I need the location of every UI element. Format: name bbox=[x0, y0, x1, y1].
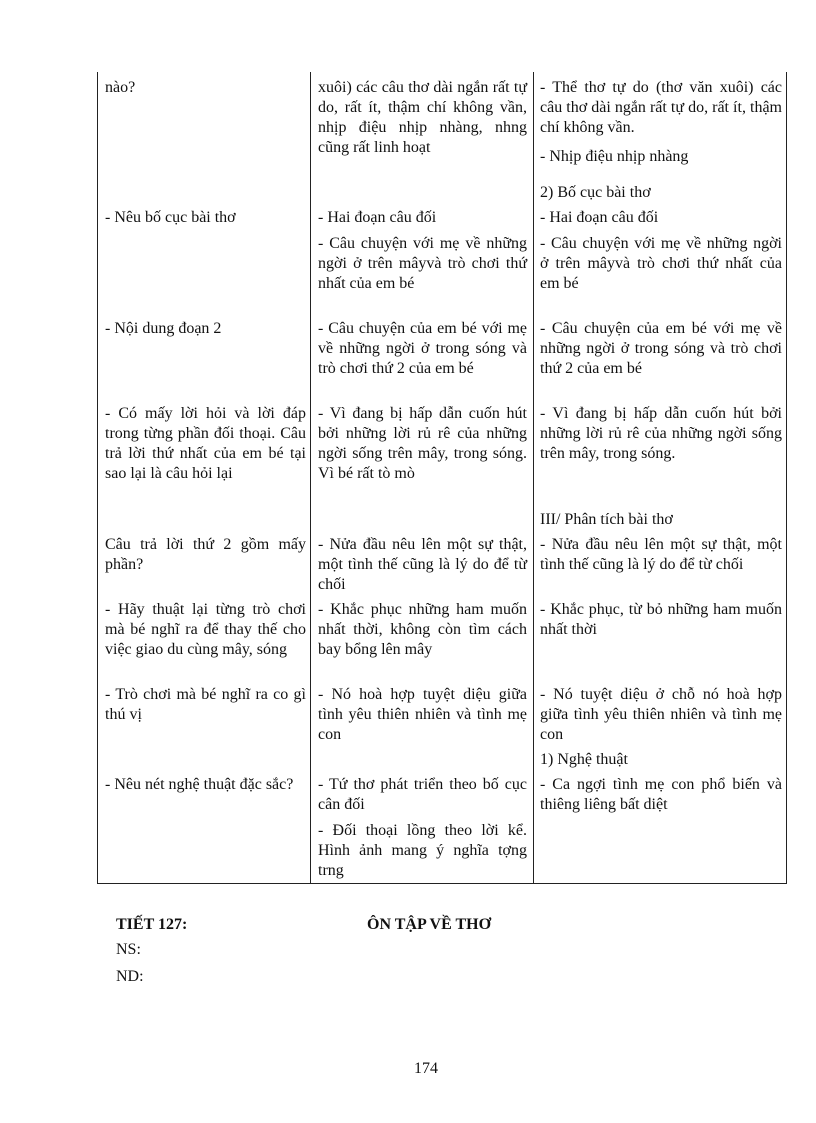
row3-question: - Có mấy lời hỏi và lời đáp trong từng phần đối thoại. Câu trả lời thứ nhất của em bé tại sao lại là câu hỏi lại bbox=[105, 405, 306, 482]
row6-answer: - Nó hoà hợp tuyệt diệu giữa tình yêu thiên nhiên và tình mẹ con bbox=[318, 686, 527, 743]
row0-note-1: - Thể thơ tự do (thơ văn xuôi) các câu thơ dài ngắn rất tự do, rất ít, thậm chí không vần. bbox=[540, 79, 782, 136]
ns-label: NS: bbox=[116, 941, 141, 958]
row4-answer: - Nửa đầu nêu lên một sự thật, một tình thế cũng là lý do để từ chối bbox=[318, 536, 527, 593]
row3-answer: - Vì đang bị hấp dẫn cuốn hút bởi những lời rủ rê của những ngời sống trên mây, trong sóng. Vì bé rất tò mò bbox=[318, 405, 527, 482]
row1-answer-2: - Câu chuyện với mẹ về những ngời ở trên mâyvà trò chơi thứ nhất của em bé bbox=[318, 235, 527, 292]
lesson-table bbox=[97, 72, 787, 884]
row7-question: - Nêu nét nghệ thuật đặc sắc? bbox=[105, 776, 294, 793]
row5-note: - Khắc phục, từ bỏ những ham muốn nhất thời bbox=[540, 601, 782, 638]
row7-answer-2: - Đối thoại lồng theo lời kể. Hình ảnh mang ý nghĩa tợng trng bbox=[318, 822, 527, 879]
section-heading-art: 1) Nghệ thuật bbox=[540, 751, 628, 768]
row4-note: - Nửa đầu nêu lên một sự thật, một tình thế cũng là lý do để từ chối bbox=[540, 536, 782, 573]
row3-note: - Vì đang bị hấp dẫn cuốn hút bởi những lời rủ rê của những ngời sống trên mây, trong sóng. bbox=[540, 405, 782, 462]
row5-answer: - Khắc phục những ham muốn nhất thời, không còn tìm cách bay bổng lên mây bbox=[318, 601, 527, 658]
section-heading-analysis: III/ Phân tích bài thơ bbox=[540, 511, 673, 528]
section-heading-structure: 2) Bố cục bài thơ bbox=[540, 184, 651, 201]
row2-note: - Câu chuyện của em bé với mẹ về những ngời ở trong sóng và trò chơi thứ 2 của em bé bbox=[540, 320, 782, 377]
page-number: 174 bbox=[414, 1060, 438, 1077]
row1-answer-1: - Hai đoạn câu đối bbox=[318, 209, 437, 226]
row7-note: - Ca ngợi tình mẹ con phổ biến và thiêng liêng bất diệt bbox=[540, 776, 782, 813]
lesson-label: TIẾT 127: bbox=[116, 916, 188, 933]
row7-answer-1: - Tứ thơ phát triển theo bố cục cân đối bbox=[318, 776, 527, 813]
row6-question: - Trò chơi mà bé nghĩ ra co gì thú vị bbox=[105, 686, 306, 723]
row0-answer: xuôi) các câu thơ dài ngắn rất tự do, rất ít, thậm chí không vần, nhịp điệu nhịp nhàng, nhng cũng rất linh hoạt bbox=[318, 79, 527, 156]
row0-question: nào? bbox=[105, 79, 136, 96]
column-divider-1 bbox=[310, 72, 311, 883]
row5-question: - Hãy thuật lại từng trò chơi mà bé nghĩ ra để thay thế cho việc giao du cùng mây, sóng bbox=[105, 601, 306, 658]
row1-note-1: - Hai đoạn câu đối bbox=[540, 209, 659, 226]
nd-label: ND: bbox=[116, 968, 144, 985]
column-divider-2 bbox=[533, 72, 534, 883]
row4-question: Câu trả lời thứ 2 gồm mấy phần? bbox=[105, 536, 306, 573]
row6-note: - Nó tuyệt diệu ở chỗ nó hoà hợp giữa tình yêu thiên nhiên và tình mẹ con bbox=[540, 686, 782, 743]
row1-question: - Nêu bố cục bài thơ bbox=[105, 209, 236, 226]
lesson-title: ÔN TẬP VỀ THƠ bbox=[367, 916, 492, 933]
row1-note-2: - Câu chuyện với mẹ về những ngời ở trên mâyvà trò chơi thứ nhất của em bé bbox=[540, 235, 782, 292]
row0-note-2: - Nhịp điệu nhịp nhàng bbox=[540, 148, 689, 165]
row2-question: - Nội dung đoạn 2 bbox=[105, 320, 222, 337]
row2-answer: - Câu chuyện của em bé với mẹ về những ngời ở trong sóng và trò chơi thứ 2 của em bé bbox=[318, 320, 527, 377]
